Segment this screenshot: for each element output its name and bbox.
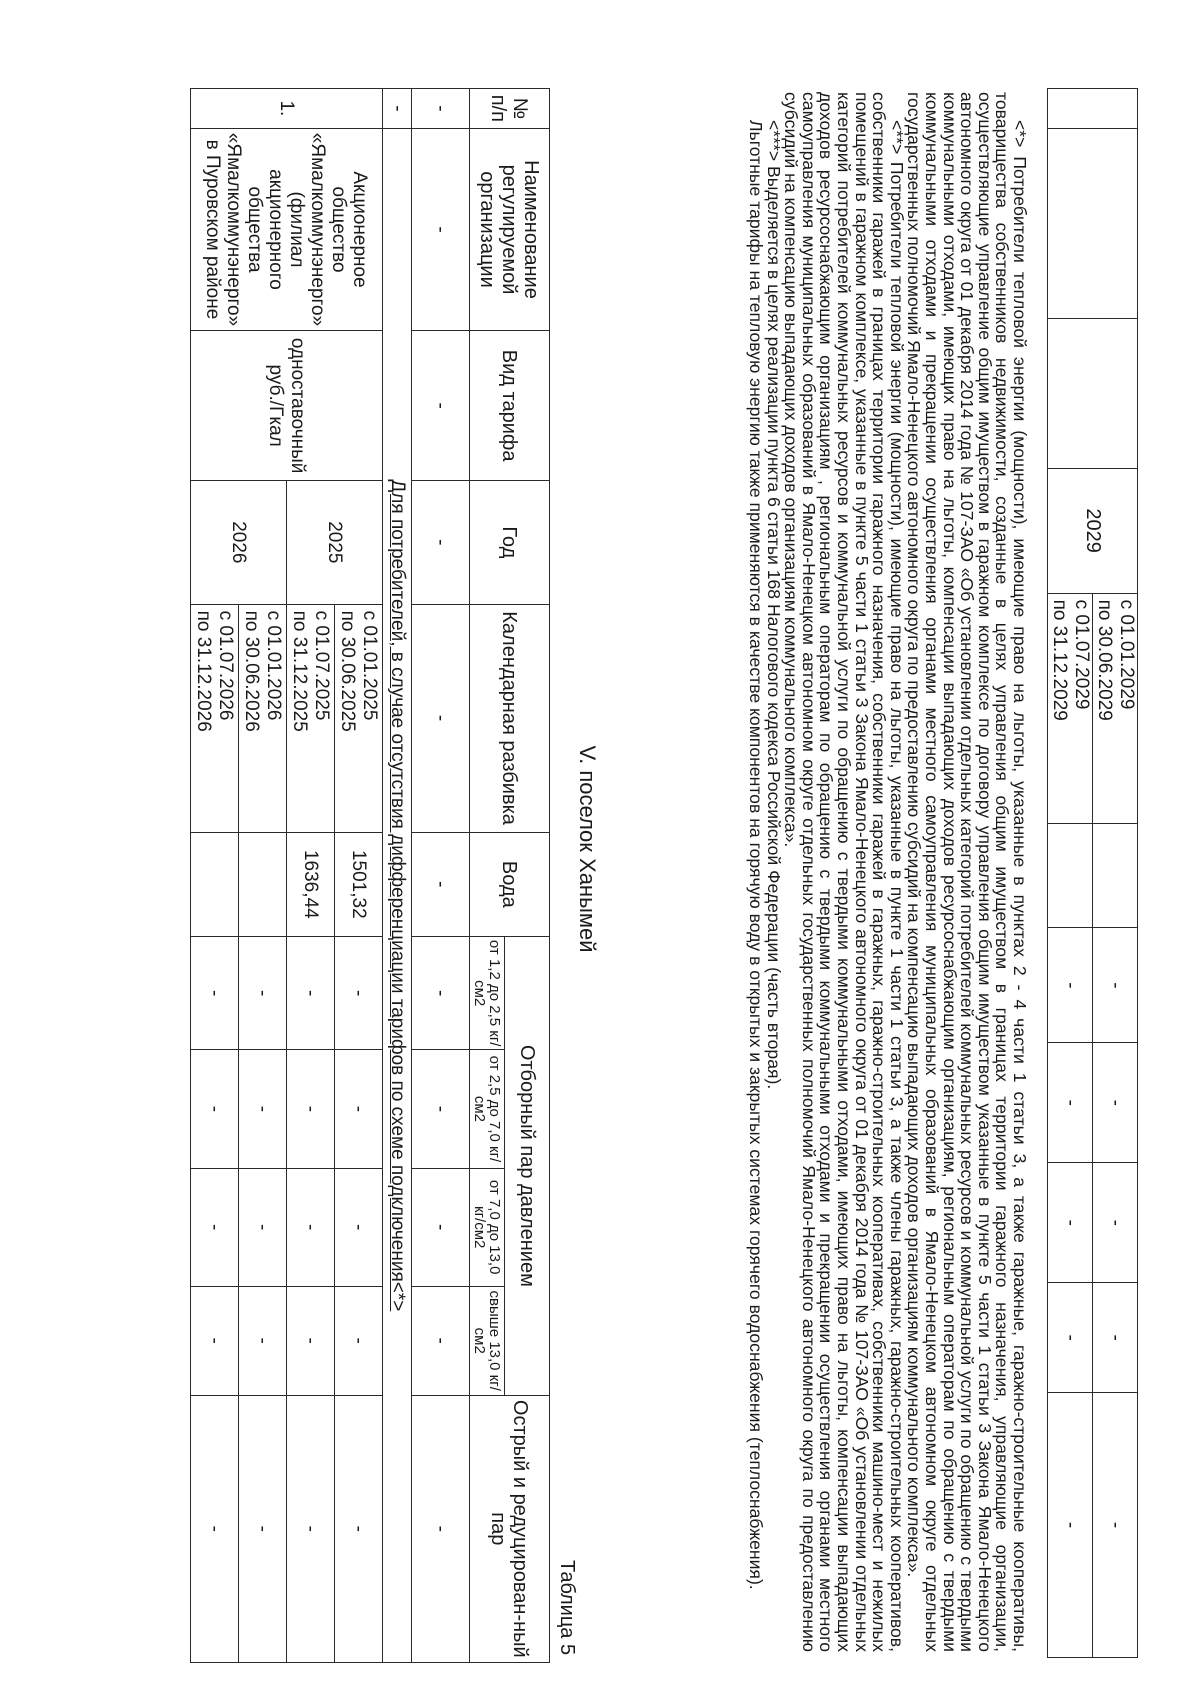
dash-cell: - <box>239 1168 287 1286</box>
water-cell <box>1093 823 1138 928</box>
dash-cell: - <box>1048 1163 1093 1283</box>
footnotes <box>747 92 1029 1652</box>
consumer-banner: Для потребителей, в случае отсутствия дифференциации тарифов по схеме подключения<*> <box>383 128 412 1662</box>
continuation-table <box>1047 88 1138 1658</box>
col-year-header: Год <box>470 481 550 605</box>
dash-cell: - <box>412 128 470 330</box>
footnote-4: Льготные тарифы на тепловую энергию также применяются в качестве компонентов на горячую воду в открытых и закрытых системах горячего водоснабжения (теплоснабжения). <box>746 120 767 1590</box>
year-cell: 2029 <box>1048 468 1138 593</box>
dash-cell: - <box>239 1050 287 1168</box>
water-value <box>191 832 239 936</box>
table-cell <box>1048 318 1138 468</box>
steam-sub-header: от 7,0 до 13,0 кг/см2 <box>470 1168 505 1286</box>
dash-cell: - <box>1093 1043 1138 1163</box>
dash-cell: - <box>335 937 383 1050</box>
col-tariff-header: Вид тарифа <box>470 331 550 481</box>
steam-sub-header: от 1,2 до 2,5 кг/см2 <box>470 937 505 1050</box>
year-cell: 2025 <box>287 481 383 605</box>
dash-cell: - <box>239 937 287 1050</box>
dash-cell: - <box>412 1168 470 1286</box>
dash-cell: - <box>191 1395 239 1662</box>
dash-cell: - <box>412 832 470 936</box>
table-cell <box>1048 89 1138 129</box>
col-steam-header: Отборный пар давлением <box>505 937 550 1396</box>
table-row <box>335 89 383 1663</box>
table-row <box>1093 89 1138 1658</box>
dash-cell: - <box>1048 928 1093 1043</box>
row-number: 1. <box>191 89 383 129</box>
col-org-header: Наименование регулируемой организации <box>470 128 550 330</box>
dash-cell: - <box>287 1168 335 1286</box>
period-cell: с 01.07.2026 по 31.12.2026 <box>191 604 239 832</box>
water-value <box>239 832 287 936</box>
dash-cell: - <box>383 89 412 129</box>
footnote-2: <**> Потребители тепловой энергии (мощности), имеющие право на льготы, указанные в пункте 1 части 1 статьи 3, а также члены гаражных, гаражно-строительных кооперативов, собственники гаражей в границах территории гаражного назначения, собственники гаражей в гаражных, гаражно-строительных кооперативах, собственники машино-мест и нежилых помещений в гаражном комплексе, указанные в пункте 5 части 1 статьи 3 Закона Ямало-Ненецкого автономного округа от 01 декабря 2014 года № 107-ЗАО «Об установлении отдельных категорий потребителей коммунальных ресурсов и коммунальной услуги по обращению с твердыми коммунальными отходами, имеющих право на льготы, компенсации выпадающих доходов ресурсоснабжающим организациям , региональным операторам по обращению с твердыми коммунальными отходами и прекращении осуществления органами местного самоуправления муниципальных образований в Ямало-Ненецком автономном округе отдельных государственных полномочий Ямало-Ненецкого автономного округа по предоставлению субсидий на компенсацию выпадающих доходов организациям коммунального комплекса». <box>781 92 907 1652</box>
table-row <box>412 89 470 1663</box>
dash-cell: - <box>1093 1163 1138 1283</box>
footnote-3: <***> Выделяется в целях реализации пункта 6 статьи 168 Налогового кодекса Российской Федерации (часть вторая). <box>763 120 784 1090</box>
dash-cell: - <box>287 1050 335 1168</box>
dash-cell: - <box>412 1286 470 1395</box>
period-cell: с 01.07.2029 по 31.12.2029 <box>1048 593 1093 823</box>
water-cell <box>1048 823 1093 928</box>
dash-cell: - <box>239 1286 287 1395</box>
dash-cell: - <box>412 89 470 129</box>
year-cell: 2026 <box>191 481 287 605</box>
period-cell: с 01.07.2025 по 31.12.2025 <box>287 604 335 832</box>
header-row <box>505 89 550 1663</box>
footnote-1: <*> Потребители тепловой энергии (мощности), имеющие право на льготы, указанные в пунктах 2 - 4 части 1 статьи 3, а также гаражные, гаражно-строительные кооперативы, товарищества собственников недвижимости, созданные в целях управления общим имуществом в границах территории гаражного назначения, управляющие организации, осуществляющие управление общим имуществом в гаражном комплексе по договору управления общим имуществом указанные в пункте 5 части 1 статьи 3 Закона Ямало-Ненецкого автономного округа от 01 декабря 2014 года № 107-ЗАО «Об установлении отдельных категорий потребителей коммунальных ресурсов и коммунальной услуги по обращению с твердыми коммунальными отходами, имеющих право на льготы, компенсации выпадающих доходов ресурсоснабжающим организациям, региональным операторам по обращению с твердыми коммунальными отходами и прекращении осуществления органами местного самоуправления муниципальных образований в Ямало-Ненецком автономном округе отдельных государственных полномочий Ямало-Ненецкого автономного округа по предоставлению субсидий на компенсацию выпадающих доходов организациям коммунального комплекса». <box>904 92 1030 1652</box>
dash-cell: - <box>287 1395 335 1662</box>
banner-row <box>383 89 412 1663</box>
dash-cell: - <box>191 937 239 1050</box>
dash-cell: - <box>1093 1283 1138 1393</box>
col-sharp-steam-header: Острый и редуцирован-ный пар <box>470 1395 550 1662</box>
dash-cell: - <box>335 1395 383 1662</box>
col-calendar-header: Календарная разбивка <box>470 604 550 832</box>
steam-sub-header: от 2,5 до 7,0 кг/см2 <box>470 1050 505 1168</box>
period-cell: с 01.01.2029 по 30.06.2029 <box>1093 593 1138 823</box>
dash-cell: - <box>412 1395 470 1662</box>
dash-cell: - <box>412 1050 470 1168</box>
dash-cell: - <box>1093 928 1138 1043</box>
tariff-type: одноставочный руб./Гкал <box>191 331 383 481</box>
dash-cell: - <box>335 1286 383 1395</box>
period-cell: с 01.01.2025 по 30.06.2025 <box>335 604 383 832</box>
dash-cell: - <box>412 481 470 605</box>
dash-cell: - <box>1048 1043 1093 1163</box>
table-cell <box>1048 128 1138 318</box>
dash-cell: - <box>412 331 470 481</box>
dash-cell: - <box>191 1050 239 1168</box>
col-num-header: № п/п <box>470 89 550 129</box>
tariff-table <box>190 88 550 1663</box>
water-value: 1501,32 <box>335 832 383 936</box>
dash-cell: - <box>191 1286 239 1395</box>
section-title: V. поселок Ханымей <box>575 745 600 953</box>
dash-cell: - <box>412 937 470 1050</box>
dash-cell: - <box>335 1050 383 1168</box>
water-value: 1636,44 <box>287 832 335 936</box>
dash-cell: - <box>239 1395 287 1662</box>
dash-cell: - <box>191 1168 239 1286</box>
dash-cell: - <box>1048 1393 1093 1658</box>
dash-cell: - <box>1093 1393 1138 1658</box>
col-water-header: Вода <box>470 832 550 936</box>
dash-cell: - <box>335 1168 383 1286</box>
dash-cell: - <box>287 937 335 1050</box>
dash-cell: - <box>287 1286 335 1395</box>
table-label: Таблица 5 <box>556 1560 578 1656</box>
steam-sub-header: свыше 13,0 кг/см2 <box>470 1286 505 1395</box>
dash-cell: - <box>1048 1283 1093 1393</box>
dash-cell: - <box>412 604 470 832</box>
organization-name: Акционерное общество «Ямалкоммунэнерго» (филиал акционерного общества «Ямалкоммунэнерго» в Пуровском районе <box>191 128 383 330</box>
period-cell: с 01.01.2026 по 30.06.2026 <box>239 604 287 832</box>
